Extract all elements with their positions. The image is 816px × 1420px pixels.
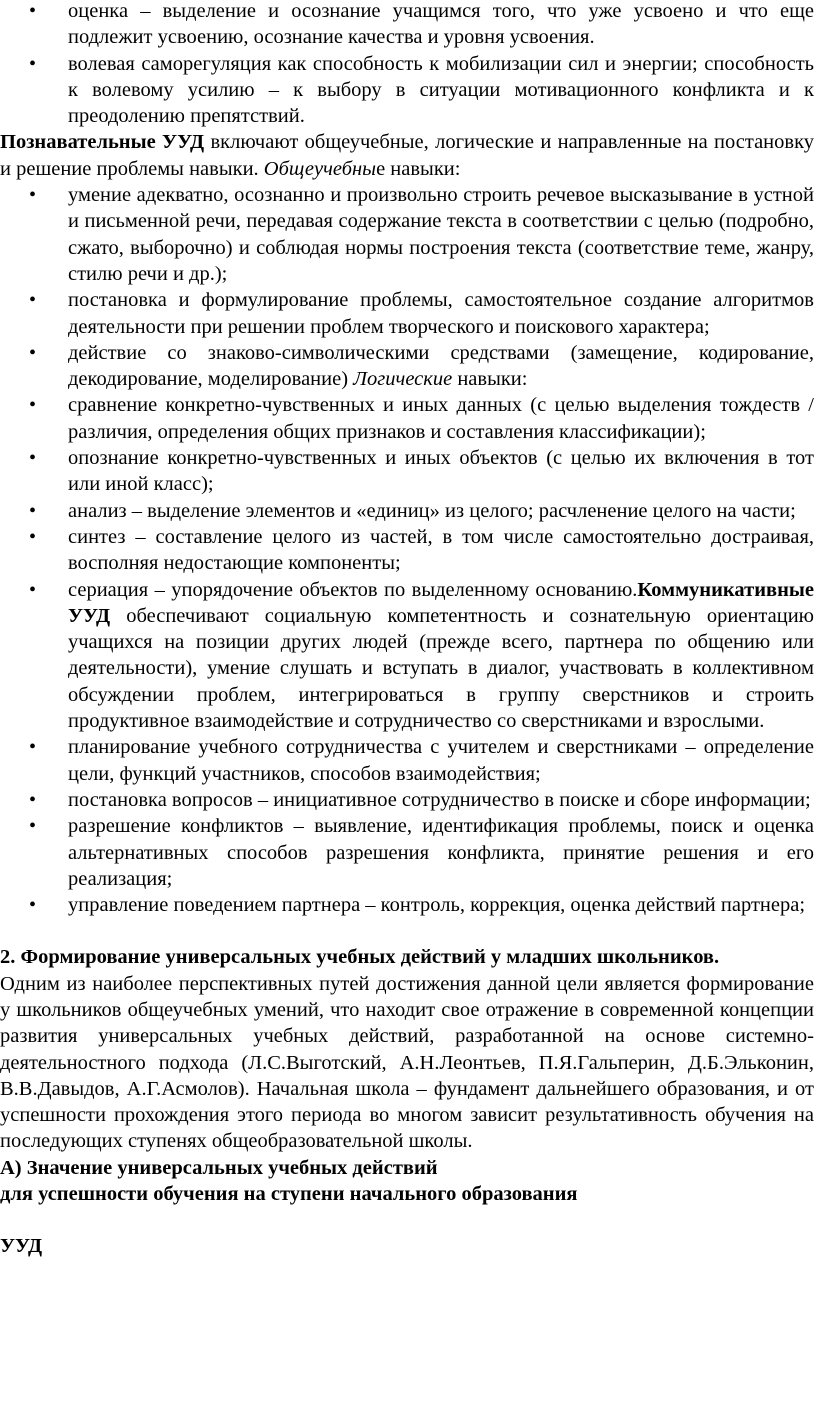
logical-term: Логические — [353, 368, 453, 391]
list-item: • сравнение конкретно-чувственных и иных данных (с целью выделения тождеств / различия, определения общих признаков и составления классификации); — [0, 392, 816, 445]
blank-line — [0, 918, 816, 944]
list-item — [0, 340, 816, 393]
cognitive-paragraph — [0, 129, 816, 182]
uud-label: УУД — [0, 1235, 43, 1258]
list-item: • опознание конкретно-чувственных и иных объектов (с целью их включения в тот или иной класс); — [0, 445, 816, 498]
list-item: • оценка – выделение и осознание учащимся того, что уже усвоено и что еще подлежит усвоению, осознание качества и уровня усвоения. — [0, 0, 816, 51]
blank-line — [0, 1207, 816, 1233]
seriation-text: сериация – упорядочение объектов по выделенному основанию. — [68, 578, 638, 601]
subheading-line-2: для успешности обучения на ступени начального образования — [0, 1183, 578, 1206]
list-item: • умение адекватно, осознанно и произвольно строить речевое высказывание в устной и письменной речи, передавая содержание текста в соответствии с целью (подробно, сжато, выборочно) и соблюдая нормы построения текста (соответствие теме, жанру, стилю речи и др.); — [0, 182, 816, 287]
top-bullet-list — [0, 0, 816, 129]
list-item: • планирование учебного сотрудничества с учителем и сверстниками – определение цели, функций участников, способов взаимодействия; — [0, 734, 816, 787]
list-item: • волевая саморегуляция как способность к мобилизации сил и энергии; способность к волевому усилию – к выбору в ситуации мотивационного конфликта и к преодолению препятствий. — [0, 51, 816, 130]
cognitive-text: включают общеучебные, логические и направленные на постановку и решение проблемы навыки. — [0, 131, 814, 180]
list-item: • постановка и формулирование проблемы, самостоятельное создание алгоритмов деятельности при решении проблем творческого и поискового характера; — [0, 287, 816, 340]
symbolic-text: действие со знаково-символическими средствами (замещение, кодирование, декодирование, моделирование) — [68, 341, 814, 391]
communicative-text: обеспечивают социальную компетентность и сознательную ориентацию учащихся на позиции других людей (прежде всего, партнера по общению или деятельности), умение слушать и вступать в диалог, участвовать в коллективном обсуждении проблем, интегрироваться в группу сверстников и строить продуктивное взаимодействие и сотрудничество со сверстниками и взрослыми. — [68, 604, 814, 733]
list-item: • разрешение конфликтов – выявление, идентификация проблемы, поиск и оценка альтернативных способов разрешения конфликта, принятие решения и его реализация; — [0, 813, 816, 892]
communicative-term: Коммуникативные УУД — [68, 578, 814, 627]
list-item — [0, 577, 816, 735]
logical-suffix: навыки: — [452, 368, 528, 391]
section-heading: 2. Формирование универсальных учебных действий у младших школьников. — [0, 946, 720, 969]
list-item: • управление поведением партнера – контроль, коррекция, оценка действий партнера; — [0, 892, 816, 918]
general-skills-suffix: е навыки: — [376, 157, 461, 180]
cognitive-bullet-list — [0, 182, 816, 918]
section-paragraph: Одним из наиболее перспективных путей достижения данной цели является формирование у школьников общеучебных умений, что находит свое отражение в современной концепции развития универсальных учебных действий, разработанной на основе системно-деятельностного подхода (Л.С.Выготский, А.Н.Леонтьев, П.Я.Гальперин, Д.Б.Эльконин, В.В.Давыдов, А.Г.Асмолов). Начальная школа – фундамент дальнейшего образования, и от успешности прохождения этого периода во многом зависит результативность обучения на последующих ступенях общеобразовательной школы. — [0, 972, 814, 1153]
list-item: • постановка вопросов – инициативное сотрудничество в поиске и сборе информации; — [0, 787, 816, 813]
general-skills-term: Общеучебны — [263, 157, 377, 180]
subheading-line-1: А) Значение универсальных учебных действий — [0, 1156, 438, 1179]
list-item: • синтез – составление целого из частей, в том числе самостоятельно достраивая, восполняя недостающие компоненты; — [0, 524, 816, 577]
cognitive-term: Познавательные УУД — [0, 131, 205, 154]
list-item: • анализ – выделение элементов и «единиц» из целого; расчленение целого на части; — [0, 498, 816, 524]
